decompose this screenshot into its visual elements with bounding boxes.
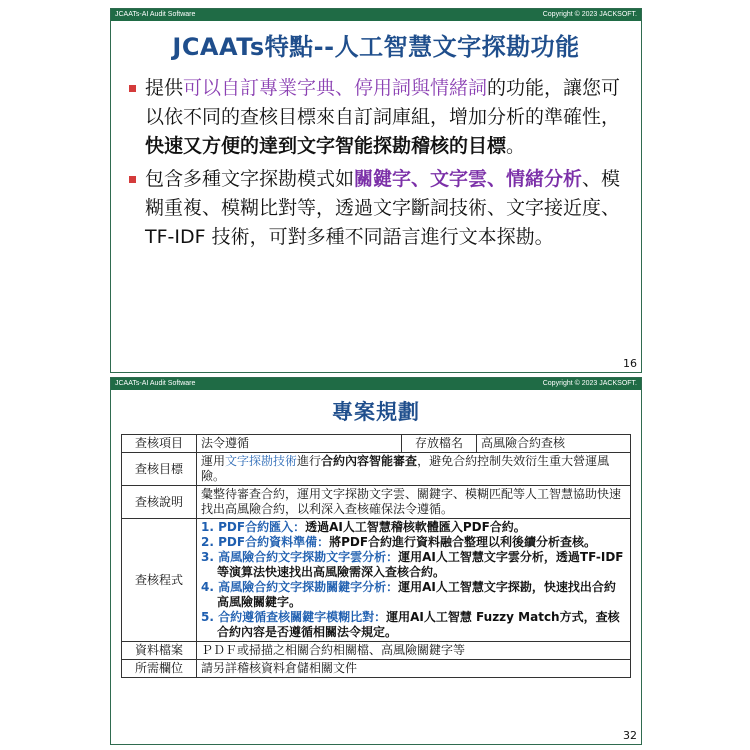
row-label: 存放檔名: [402, 435, 477, 453]
table-row: [122, 435, 631, 453]
data-file-value: ＰＤＦ或掃描之相關合約相關檔、高風險關鍵字等: [197, 642, 631, 660]
bullet-square-icon: [129, 85, 136, 92]
audit-description-value: 彙整待審查合約，運用文字探勘文字雲、關鍵字、模糊匹配等人工智慧協助快速找出高風險合約，以利深入查核確保法令遵循。: [197, 486, 631, 519]
step-heading: 高風險合約文字探勘文字雲分析：: [218, 550, 399, 564]
bullet-list: [127, 74, 627, 252]
row-label: 查核說明: [122, 486, 197, 519]
page-number: 32: [623, 729, 637, 742]
procedure-step: [201, 550, 626, 580]
step-number: 2.: [201, 535, 214, 549]
bullet-text: 。: [506, 135, 526, 157]
slide-title: JCAATs特點--人工智慧文字探勘功能: [172, 33, 580, 61]
bullet-highlight: 可以自訂專業字典、停用詞與情緒詞: [183, 77, 488, 99]
slide-title: 專案規劃: [332, 400, 420, 424]
procedure-steps: [201, 520, 626, 640]
text-part: ，避免合約控制失效衍生重大營運風險。: [201, 454, 610, 483]
procedure-step: [201, 580, 626, 610]
step-body: 運用AI人工智慧 Fuzzy Match方式，查核合約內容是否遵循相關法令規定。: [217, 610, 620, 639]
header-software-name: JCAATs-AI Audit Software: [115, 380, 196, 387]
step-body: 透過AI人工智慧稽核軟體匯入PDF合約。: [305, 520, 526, 534]
audit-item-value: 法令遵循: [197, 435, 402, 453]
slide-jcaats-features: [110, 8, 642, 373]
step-number: 3.: [201, 550, 214, 564]
slide-header-bar: [111, 9, 641, 21]
procedure-step: [201, 610, 626, 640]
slide-project-plan: [110, 377, 642, 745]
step-heading: 合約遵循查核關鍵字模糊比對：: [218, 610, 387, 624]
table-row: [122, 453, 631, 486]
row-label: 資料檔案: [122, 642, 197, 660]
step-heading: PDF合約匯入：: [218, 520, 306, 534]
step-number: 1.: [201, 520, 214, 534]
project-plan-table: [121, 434, 631, 678]
audit-goal-value: [197, 453, 631, 486]
header-copyright: Copyright © 2023 JACKSOFT.: [542, 11, 637, 18]
step-body: 將PDF合約進行資料融合整理以利後續分析查核。: [329, 535, 597, 549]
row-label: 查核項目: [122, 435, 197, 453]
bullet-highlight: 關鍵字、文字雲、情緒分析: [354, 168, 583, 190]
bullet-text: 的功能，讓您可以依不同的查核目標來自訂詞庫組，增加分析的準確性，: [145, 77, 621, 128]
row-label: 查核程式: [122, 519, 197, 642]
bullet-text: 提供: [145, 77, 184, 99]
page-number: 16: [623, 357, 637, 370]
table-row: [122, 660, 631, 678]
header-copyright: Copyright © 2023 JACKSOFT.: [542, 380, 637, 387]
text-bold: 合約內容智能審查: [321, 454, 418, 468]
text-part: 運用: [201, 454, 226, 468]
procedure-step: [201, 535, 626, 550]
header-software-name: JCAATs-AI Audit Software: [115, 11, 196, 18]
step-heading: PDF合約資料準備：: [218, 535, 330, 549]
file-name-value: 高風險合約查核: [477, 435, 631, 453]
procedure-step: [201, 520, 626, 535]
step-body: 運用AI人工智慧文字雲分析，透過TF-IDF等演算法快速找出高風險需深入查核合約。: [217, 550, 624, 579]
step-number: 4.: [201, 580, 214, 594]
row-label: 查核目標: [122, 453, 197, 486]
required-field-value: 請另詳稽核資料倉儲相關文件: [197, 660, 631, 678]
row-label: 所需欄位: [122, 660, 197, 678]
table-row: [122, 486, 631, 519]
step-heading: 高風險合約文字探勘關鍵字分析：: [218, 580, 399, 594]
bullet-text: 、模糊重複、模糊比對等，透過文字斷詞技術、文字接近度、TF-IDF 技術，可對多種不同語言進行文本探勘。: [145, 168, 621, 248]
audit-procedure-value: [197, 519, 631, 642]
slide-header-bar: [111, 378, 641, 390]
bullet-item-modes: [127, 165, 627, 252]
text-part: 進行: [297, 454, 322, 468]
bullet-square-icon: [129, 176, 136, 183]
bullet-bold-text: 快速又方便的達到文字智能探勘稽核的目標: [145, 135, 507, 157]
text-highlight: 文字探勘技術: [225, 454, 298, 468]
bullet-item-dictionary: [127, 74, 627, 161]
table-row: [122, 642, 631, 660]
step-body: 運用AI人工智慧文字探勘，快速找出合約高風險關鍵字。: [217, 580, 616, 609]
bullet-text: 包含多種文字探勘模式如: [145, 168, 355, 190]
step-number: 5.: [201, 610, 214, 624]
table-row: [122, 519, 631, 642]
